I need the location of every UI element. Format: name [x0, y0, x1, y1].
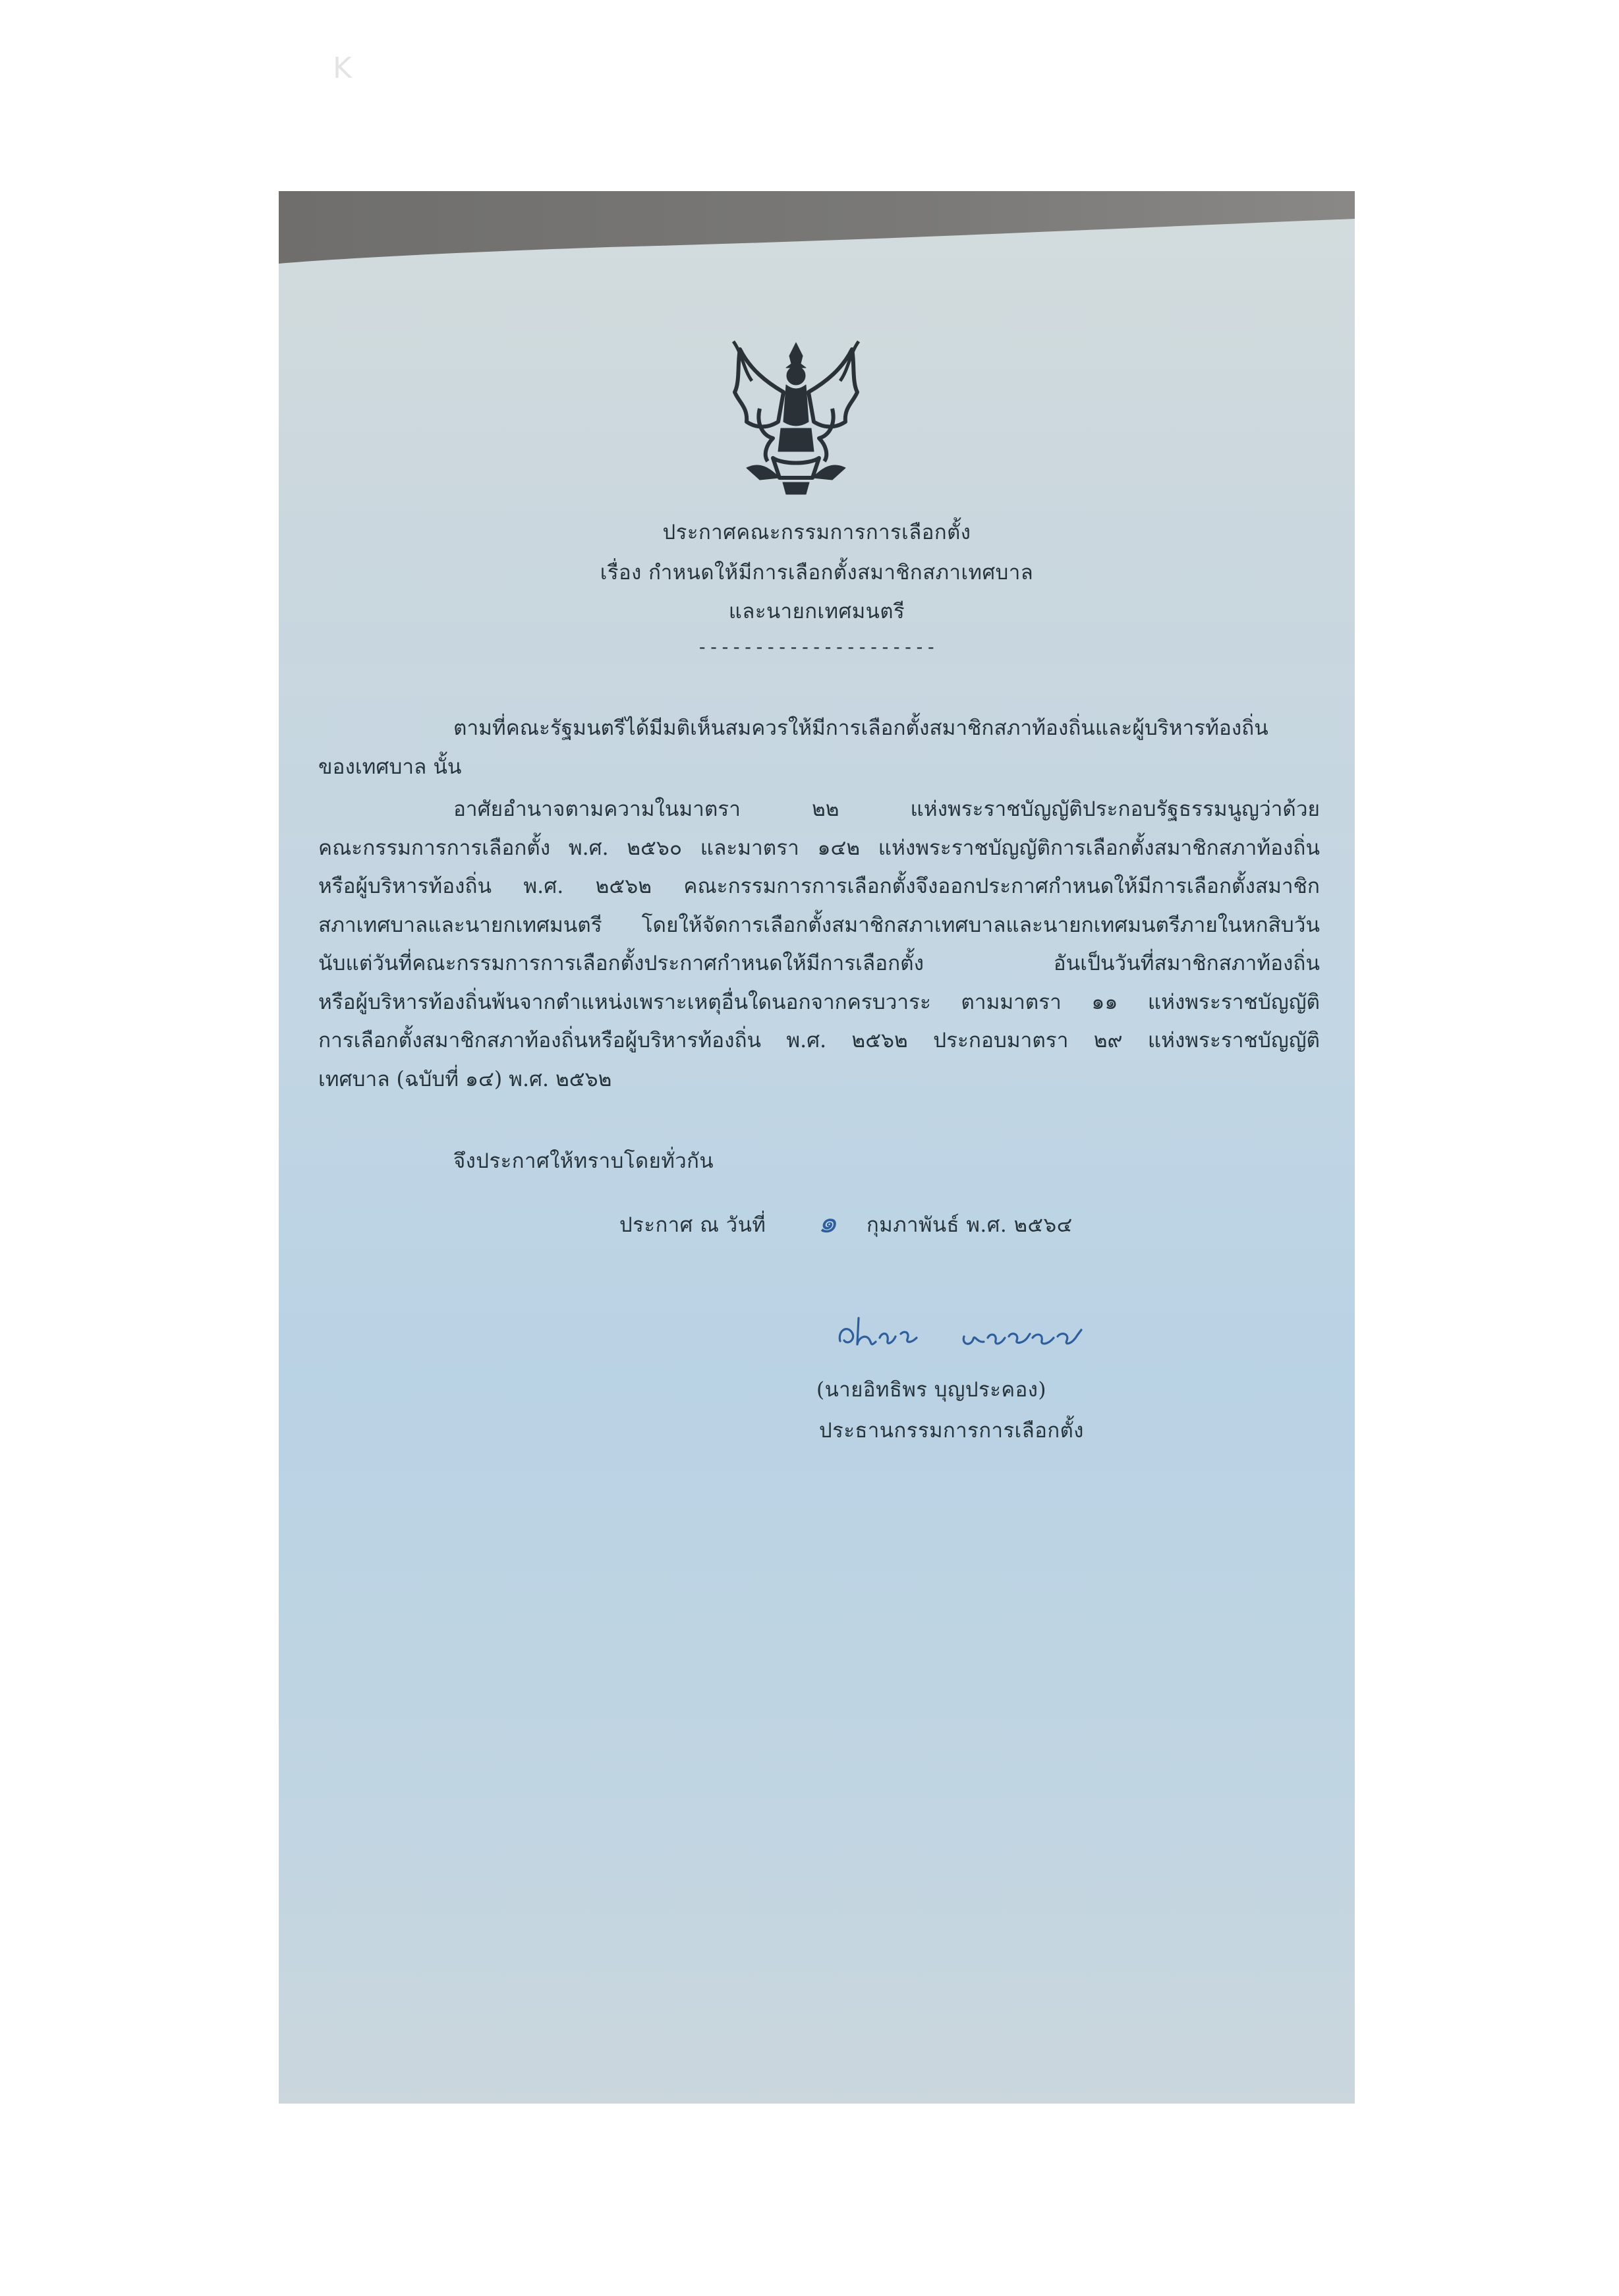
paragraph-line: นับแต่วันที่คณะกรรมการการเลือกตั้งประกาศกำหนดให้มีการเลือกตั้ง อันเป็นวันที่สมาชิกสภาท้องถิ่น	[318, 952, 1320, 975]
handwritten-signature	[832, 1305, 1109, 1367]
paragraph-line: หรือผู้บริหารท้องถิ่นพ้นจากตำแหน่งเพราะเหตุอื่นใดนอกจากครบวาระ ตามมาตรา ๑๑ แห่งพระราชบัญญัติ	[318, 990, 1320, 1014]
date-day: ๑	[818, 1204, 838, 1240]
document-page	[279, 191, 1355, 2104]
date-prefix: ประกาศ ณ วันที่	[619, 1213, 766, 1237]
paragraph-line: ของเทศบาล นั้น	[318, 755, 462, 779]
paragraph-1	[318, 709, 1320, 786]
signatory-name: (นายอิทธิพร บุญประคอง)	[816, 1378, 1046, 1402]
paragraph-line: หรือผู้บริหารท้องถิ่น พ.ศ. ๒๕๖๒ คณะกรรมการการเลือกตั้งจึงออกประกาศกำหนดให้มีการเลือกตั้งสมาชิก	[318, 875, 1320, 898]
garuda-emblem-icon	[720, 330, 872, 507]
paragraph-line: อาศัยอำนาจตามความในมาตรา ๒๒ แห่งพระราชบัญญัติประกอบรัฐธรรมนูญว่าด้วย	[453, 797, 1320, 821]
stray-mark: K	[333, 51, 352, 85]
paragraph-line: คณะกรรมการการเลือกตั้ง พ.ศ. ๒๕๖๐ และมาตรา ๑๔๒ แห่งพระราชบัญญัติการเลือกตั้งสมาชิกสภาท้องถิ่น	[318, 836, 1320, 860]
announcement-subject: เรื่อง กำหนดให้มีการเลือกตั้งสมาชิกสภาเทศบาล	[600, 561, 1034, 585]
paragraph-2	[318, 790, 1320, 1099]
paragraph-line: ตามที่คณะรัฐมนตรีได้มีมติเห็นสมควรให้มีการเลือกตั้งสมาชิกสภาท้องถิ่นและผู้บริหารท้องถิ่น	[453, 716, 1268, 740]
announcement-title: ประกาศคณะกรรมการการเลือกตั้ง	[662, 521, 971, 544]
paragraph-line: สภาเทศบาลและนายกเทศมนตรี โดยให้จัดการเลือกตั้งสมาชิกสภาเทศบาลและนายกเทศมนตรีภายในหกสิบวัน	[318, 913, 1320, 937]
closing-line: จึงประกาศให้ทราบโดยทั่วกัน	[453, 1149, 714, 1173]
date-month-year: กุมภาพันธ์ พ.ศ. ๒๕๖๔	[866, 1213, 1073, 1237]
photo-shadow-band	[279, 191, 1355, 267]
title-separator: ---------------------	[696, 636, 937, 658]
signatory-position: ประธานกรรมการการเลือกตั้ง	[819, 1419, 1084, 1443]
paragraph-line: การเลือกตั้งสมาชิกสภาท้องถิ่นหรือผู้บริหารท้องถิ่น พ.ศ. ๒๕๖๒ ประกอบมาตรา ๒๙ แห่งพระราชบัญญัติ	[318, 1029, 1320, 1052]
announcement-subject-cont: และนายกเทศมนตรี	[728, 600, 905, 623]
paragraph-line: เทศบาล (ฉบับที่ ๑๔) พ.ศ. ๒๕๖๒	[318, 1067, 612, 1091]
